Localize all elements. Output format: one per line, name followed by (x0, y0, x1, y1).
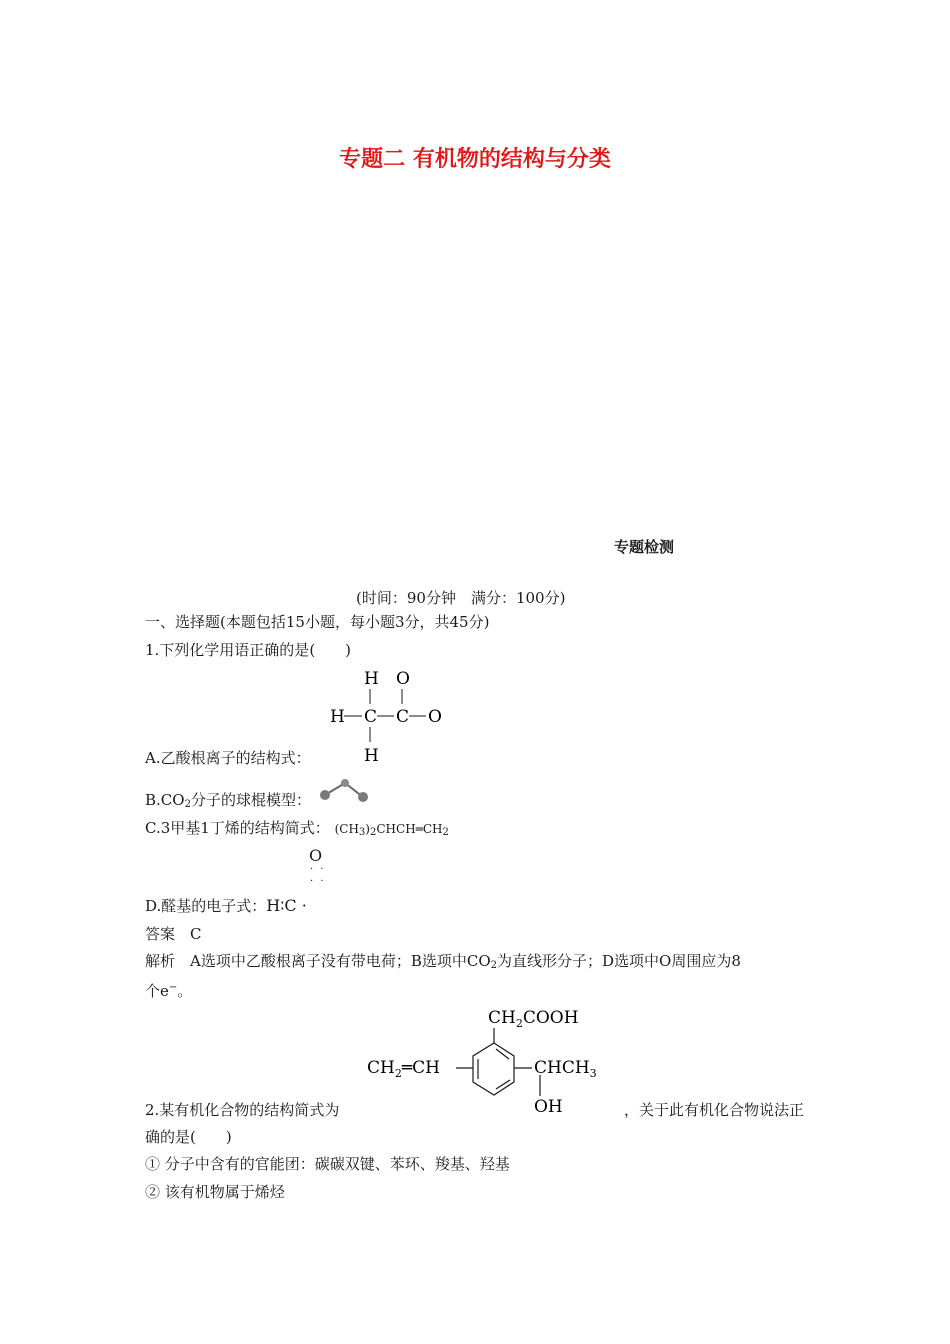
part-one-heading: 一、选择题(本题包括15小题，每小题3分，共45分) (145, 613, 490, 631)
ring-inner-bond-3 (496, 1049, 509, 1059)
atom-c2: C (396, 707, 410, 727)
benzene-ring (473, 1043, 514, 1095)
answer-1: 答案 C (145, 925, 202, 943)
question-2-item-1: ① 分子中含有的官能团：碳碳双键、苯环、羧基、羟基 (145, 1155, 510, 1173)
section-heading: 专题检测 (614, 538, 675, 556)
atom-h-left: H (330, 707, 345, 727)
struct-vinyl-group: $CH_2═CH$ (367, 1058, 440, 1080)
atom-ball-o1 (320, 790, 330, 800)
atom-h-bottom: H (364, 746, 379, 766)
option-b: $B.CO_2$分子的球棍模型： (145, 791, 311, 810)
atom-c1: C (364, 707, 378, 727)
page-title: 专题二 有机物的结构与分类 (339, 147, 611, 172)
ring-inner-bond-1 (496, 1080, 510, 1089)
atom-ball-c (341, 779, 349, 787)
exam-info: (时间：90分钟 满分：100分) (356, 589, 566, 607)
option-d: D.醛基的电子式：H∶C · (145, 896, 307, 915)
option-c: C.3甲基1丁烯的结构简式： $(CH_3)_2CHCH═CH_2$ (145, 819, 449, 838)
analysis-1-continued: 个e−。 (145, 982, 193, 1000)
atom-ball-o2 (358, 792, 368, 802)
struct-oh-group: OH (534, 1097, 563, 1117)
atom-o-top: O (396, 669, 410, 689)
question-2-item-2: ② 该有机物属于烯烃 (145, 1183, 285, 1201)
question-2-stem-b: ，关于此有机化合物说法正 (624, 1101, 805, 1119)
option-a: A.乙酸根离子的结构式： (145, 749, 311, 767)
question-1-stem: 1.下列化学用语正确的是( ) (145, 641, 352, 659)
co2-ball-stick-model (316, 776, 372, 806)
option-d-dots-upper: · · (310, 864, 326, 875)
analysis-1: 解析 A选项中乙酸根离子没有带电荷；B选项中$CO_2$为直线形分子；D选项中O周围应为8 (145, 952, 741, 971)
struct-top-group: $CH_2COOH$ (488, 1008, 579, 1030)
acetate-structure (320, 664, 460, 774)
question-2-stem-c: 确的是( ) (145, 1128, 232, 1146)
atom-h-top: H (364, 669, 379, 689)
question-2-stem-a: 2.某有机化合物的结构简式为 (145, 1101, 340, 1119)
atom-o-right: O (428, 707, 442, 727)
option-d-o: O (309, 846, 323, 865)
q2-structure (360, 1000, 620, 1124)
struct-right-group: $CHCH_3$ (534, 1058, 597, 1080)
option-d-dots-lower: · · (310, 876, 326, 887)
